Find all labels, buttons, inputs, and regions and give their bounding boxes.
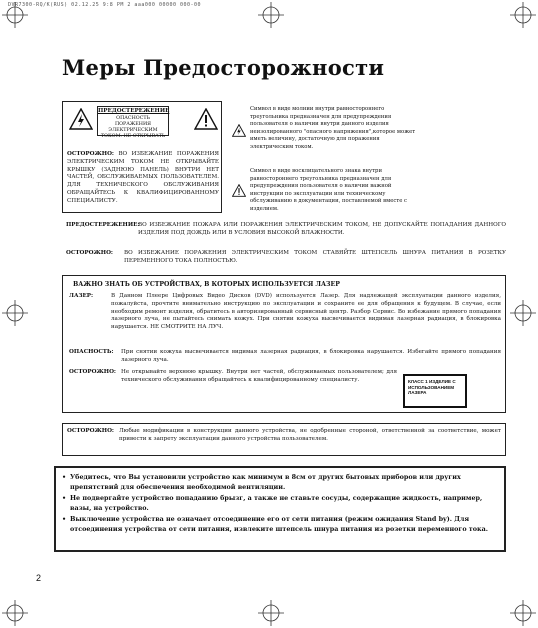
- caution-label-box: [97, 106, 170, 139]
- crop-mark-top-left-icon: [0, 0, 30, 30]
- laser-caution-text: Не открывайте верхнюю крышку. Внутри нет частей, обслуживаемых пользователем; для технического обслуживания обращайтесь к квалифицированному специалисту.: [121, 369, 397, 383]
- print-header-line: DVR7300-RQ/K(RUS) 02.12.25 9:8 PM 2 aaa000 00000 000-00: [8, 2, 202, 8]
- fire-warning-text: ВО ИЗБЕЖАНИЕ ПОЖАРА ИЛИ ПОРАЖЕНИЯ ЭЛЕКТРИЧЕСКИМ ТОКОМ, НЕ ДОПУСКАЙТЕ ПОПАДАНИЯ ДАННОГО ИЗДЕЛИЯ ПОД ДОЖДЬ ИЛИ В УСЛОВИЯ ВЫСОКОЙ ВЛАЖНОСТИ.: [138, 222, 506, 236]
- lightning-triangle-icon: [69, 108, 93, 130]
- plug-warning-text: ВО ИЗБЕЖАНИЕ ПОРАЖЕНИЯ ЭЛЕКТРИЧЕСКИМ ТОКОМ СТАВЯЙТЕ ШТЕПСЕЛЬ ШНУРА ПИТАНИЯ В РОЗЕТКУ ПЕРЕМЕННОГО ТОКА ПОЛНОСТЬЮ.: [124, 250, 506, 264]
- crop-mark-bottom-center-icon: [256, 598, 286, 628]
- caution-label-sub: ОПАСНОСТЬ ПОРАЖЕНИЯ ЭЛЕКТРИЧЕСКИМ ТОКОМ. НЕ ОТКРЫВАТЬ: [100, 115, 166, 139]
- exclamation-symbol-icon: [232, 184, 246, 197]
- plug-warning: [66, 250, 506, 266]
- page-number: 2: [36, 573, 42, 583]
- bullet-list: [62, 473, 500, 537]
- laser-caution-label: ОСТОРОЖНО:: [69, 369, 117, 375]
- plug-warning-label: ОСТОРОЖНО:: [66, 250, 114, 256]
- danger-label: ОПАСНОСТЬ:: [69, 349, 114, 355]
- laser-text: В Данном Плеере Цифровых Видео Дисков (DVD) используется Лазер. Для надлежащей эксплуатации данного изделия, пожалуйста, прочтите внимательно инструкцию по эксплуатации и сохраните ее для обращения к будущем. В случае, если необходим ремонт изделия, обратитесь в авторизированный сервисный центр. Разбор Сервис. Во избежание прямого попадания лазерного луча, не пытайтесь снимать кожух. При снятии кожуха высвечивается видимая лазерная радиация, в блокировка нарушается. НЕ СМОТРИТЕ НА ЛУЧ.: [111, 293, 501, 331]
- laser-caution-section: [69, 369, 397, 385]
- caution-box: [62, 101, 222, 213]
- exclamation-triangle-icon: [194, 108, 218, 130]
- laser-box: [62, 275, 506, 413]
- bullet-power-off: Выключение устройства не означает отсоединение его от сети питания (режим ожидания Stand by). Для отсоединения устройства от сети питания, извлеките штепсель шнура питания из розетки переменного тока.: [70, 515, 489, 533]
- crop-mark-left-center-icon: [0, 298, 30, 328]
- exclamation-symbol-text: Символ в виде восклицательного знака внутри равностороннего треугольника предназначен для предупреждения пользователя о наличии важной инструкции по эксплуатации или техническому обслуживанию в документации, поставляемой вместе с изделием.: [250, 168, 408, 212]
- bullet-splash: Не подвергайте устройство попаданию брызг, а также не ставьте сосуды, содержащие жидкость, например, вазы, на устройство.: [70, 494, 483, 512]
- danger-text: При снятии кожуха высвечивается видимая лазерная радиация, в блокировка нарушается. Избегайте прямого попадания лазерного луча.: [121, 349, 501, 363]
- modification-section: [67, 428, 501, 444]
- laser-class-text: КЛАСС 1 ИЗДЕЛИЕ С ИСПОЛЬЗОВАНИЕМ ЛАЗЕРА: [408, 379, 456, 396]
- danger-section: [69, 349, 501, 365]
- modification-label: ОСТОРОЖНО:: [67, 428, 115, 434]
- fire-warning: [66, 222, 506, 238]
- fire-warning-label: ПРЕДОСТЕРЕЖЕНИЕ:: [66, 222, 140, 228]
- crop-mark-right-center-icon: [508, 298, 538, 328]
- bullet-ventilation: Убедитесь, что Вы установили устройство как минимум в 8см от других бытовых приборов или других препятствий для обеспечения необходимой вентиляции.: [70, 473, 461, 491]
- lightning-symbol-text: Символ в виде молнии внутри равностороннего треугольника предназначен для предупреждения пользователя о наличии внутри данного изделия неизолированного "опасного напряжения",которое может иметь величину, достаточную для поражения электрическим током.: [250, 106, 416, 150]
- bullets-box: [54, 466, 506, 552]
- crop-mark-top-center-icon: [256, 0, 286, 30]
- caution-warning-lead: ОСТОРОЖНО:: [67, 151, 115, 157]
- lightning-symbol-icon: [232, 124, 246, 137]
- caution-label: ПРЕДОСТЕРЕЖЕНИЕ: [98, 108, 170, 114]
- caution-warning-text: [67, 151, 219, 206]
- laser-heading: ВАЖНО ЗНАТЬ ОБ УСТРОЙСТВАХ, В КОТОРЫХ ИСПОЛЬЗУЕТСЯ ЛАЗЕР: [73, 281, 340, 288]
- modification-text: Любые модификации в конструкции данного устройства, не одобренные стороной, ответственной за соответствие, может привести к запрету эксплуатации данного устройства пользователем.: [119, 428, 501, 442]
- page-title: Меры Предосторожности: [62, 55, 385, 80]
- list-item: • Убедитесь, что Вы установили устройство как минимум в 8см от других бытовых приборов или других препятствий для обеспечения необходимой вентиляции.: [62, 473, 500, 492]
- crop-mark-bottom-right-icon: [508, 598, 538, 628]
- crop-mark-top-right-icon: [508, 0, 538, 30]
- laser-label: ЛАЗЕР:: [69, 293, 94, 299]
- caution-warning-body: ВО ИЗБЕЖАНИЕ ПОРАЖЕНИЯ ЭЛЕКТРИЧЕСКИМ ТОКОМ НЕ ОТКРЫВАЙТЕ КРЫШКУ (ЗАДНЮЮ ПАНЕЛЬ) ВНУТРИ НЕТ ЧАСТЕЙ, ОБСЛУЖИВАЕМЫХ ПОЛЬЗОВАТЕЛЕМ. ДЛЯ ТЕХНИЧЕСКОГО ОБСЛУЖИВАНИЯ ОБРАЩАЙТЕСЬ К КВАЛИФИЦИРОВАННОМУ СПЕЦИАЛИСТУ.: [67, 151, 219, 204]
- list-item: • Выключение устройства не означает отсоединение его от сети питания (режим ожидания Stand by). Для отсоединения устройства от сети питания, извлеките штепсель шнура питания из розетки переменного тока.: [62, 515, 500, 534]
- laser-class-label: [403, 374, 467, 408]
- list-item: • Не подвергайте устройство попаданию брызг, а также не ставьте сосуды, содержащие жидкость, например, вазы, на устройство.: [62, 494, 500, 513]
- laser-section: [69, 293, 501, 332]
- crop-mark-bottom-left-icon: [0, 598, 30, 628]
- modification-box: [62, 423, 506, 456]
